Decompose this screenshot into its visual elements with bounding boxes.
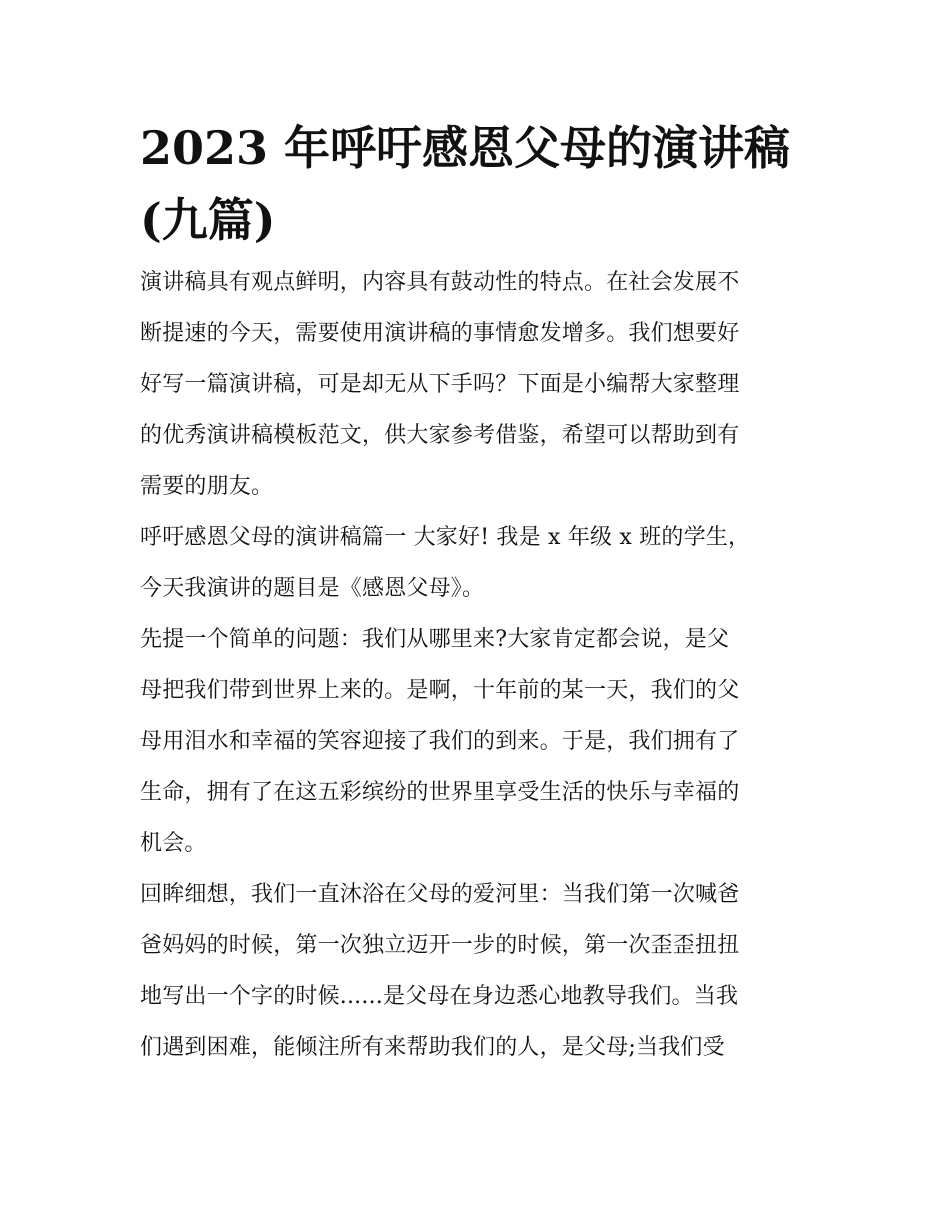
text-line: 母把我们带到世界上来的。是啊，十年前的某一天，我们的父 bbox=[140, 678, 740, 703]
title-line: (九篇) bbox=[140, 193, 276, 247]
text-line: 需要的朋友。 bbox=[140, 474, 274, 499]
text-line: 今天我演讲的题目是《感恩父母》。 bbox=[140, 576, 485, 601]
text-line: 爸妈妈的时候，第一次独立迈开一步的时候，第一次歪歪扭扭 bbox=[140, 933, 740, 958]
text-line: 们遇到困难，能倾注所有来帮助我们的人，是父母;当我们受 bbox=[140, 1035, 725, 1060]
text-line: 生命，拥有了在这五彩缤纷的世界里享受生活的快乐与幸福的 bbox=[140, 780, 740, 805]
text-line: 的优秀演讲稿模板范文，供大家参考借鉴，希望可以帮助到有 bbox=[140, 423, 740, 448]
text-line: 地写出一个字的时候......是父母在身边悉心地教导我们。当我 bbox=[140, 984, 739, 1009]
paragraph-intro bbox=[140, 266, 812, 504]
paragraph-question bbox=[140, 623, 812, 861]
paragraph-greeting bbox=[140, 521, 812, 606]
text-line: 机会。 bbox=[140, 831, 207, 856]
title-line: 2023 年呼吁感恩父母的演讲稿 bbox=[140, 121, 791, 175]
text-line: 呼吁感恩父母的演讲稿篇一 大家好! 我是 x 年级 x 班的学生， bbox=[140, 525, 751, 550]
document-page bbox=[140, 112, 812, 1082]
paragraph-reflection bbox=[140, 878, 812, 1065]
text-line: 先提一个简单的问题：我们从哪里来?大家肯定都会说，是父 bbox=[140, 627, 730, 652]
document-title bbox=[140, 112, 812, 256]
text-line: 母用泪水和幸福的笑容迎接了我们的到来。于是，我们拥有了 bbox=[140, 729, 740, 754]
text-line: 回眸细想，我们一直沐浴在父母的爱河里：当我们第一次喊爸 bbox=[140, 882, 740, 907]
text-line: 断提速的今天，需要使用演讲稿的事情愈发增多。我们想要好 bbox=[140, 321, 740, 346]
text-line: 演讲稿具有观点鲜明，内容具有鼓动性的特点。在社会发展不 bbox=[140, 270, 740, 295]
text-line: 好写一篇演讲稿，可是却无从下手吗？下面是小编帮大家整理 bbox=[140, 372, 740, 397]
